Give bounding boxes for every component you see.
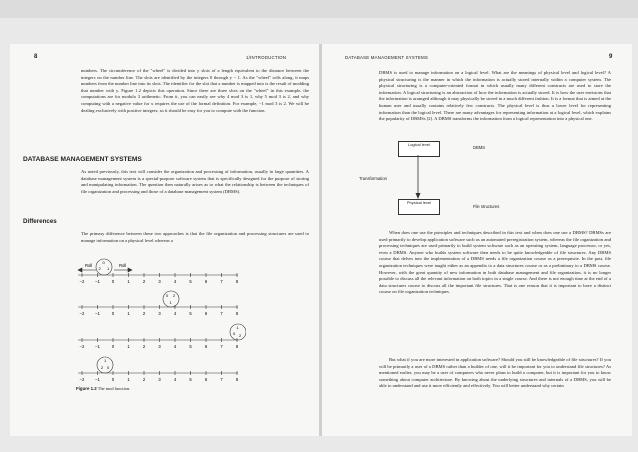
tick-label: 6 [204,377,208,382]
tick-label: 3 [158,344,161,349]
scanner-top-band [0,0,638,18]
tick-label: −1 [95,279,100,284]
wheel-slot: 0 [107,365,110,370]
body-paragraph: As noted previously, this text will consider the organization and processing of information, usually in large quantities. A database management system is a special-purpose software system that is specifically designed for the purpose of storing and manipulating information. The question then naturally arises as to what the relationship is between the techniques of file organization and processing and those of a database management system (DBMS). [81,169,309,194]
logical-level-box: Logical level [398,141,440,157]
body-paragraph: But what if you are more interested in application software? Should you still be knowledgeable of file structures? If you will be primarily a user of a DBMS rather than a builder of one, will it be important for you to understand file structures? As mentioned earlier, you may be a user of computers who never plans to build a computer, but it is important for you to know something about computer architecture. By knowing about the underlying structures and internals of a DBMS, you will be able to understand and use it more efficiently and effectively. You will better understand why certain [379,357,611,389]
tick-label: 7 [220,279,223,284]
tick-label: 2 [142,344,146,349]
tick-label: 2 [142,377,146,382]
transformation-arrow [414,155,422,199]
page-number: 9 [609,54,613,60]
roll-arrows [78,268,132,272]
logical-level-label: DBMS [473,145,486,150]
tick-label: 8 [235,377,239,382]
transformation-label: Transformation [359,176,388,181]
wheel-slot: 1 [107,266,110,271]
tick-label: 3 [158,279,161,284]
figure-caption-label: Figure 1.2 [76,386,97,391]
physical-level-label: File structures [473,204,500,209]
tick-label: 3 [158,377,161,382]
number-line-3 [78,324,246,349]
tick-label: 4 [173,279,177,284]
running-head: DATABASE MANAGEMENT SYSTEMS [345,55,428,60]
number-line-4 [78,357,239,382]
tick-label: 1 [127,344,130,349]
wheel-slot: 2 [101,365,104,370]
body-paragraph: When does one use the principles and techniques described in this text and when does one use a DBMS? DBMSs are used primarily to develop application software such as an automated preregistration system, whereas the file organization and processing techniques are used primarily to build system software such as an operating system, language processor, or yes, even a DBMS. Anyone who builds system software then needs to be quite knowledgeable of file structures. Any DBMS course that delves into the implementation of a DBMS needs a file organization course as a prerequisite. In the past, file organization techniques were taught either as an appendix to a data structures course or as a preliminary to a DBMS course. However, with the great quantity of new information in both database management and file organization, it is no longer possible to discuss all the relevant information on both topics in a single course. And there is not enough time at the end of a data structures course to discuss all the important file structures. That is one reason that it is important to have a distinct course on file organization techniques. [379,230,611,295]
wheel-slot: 0 [166,293,169,298]
wheel-slot: 1 [104,358,107,363]
tick-label: 4 [173,377,177,382]
running-head: 1/INTRODUCTION [246,55,287,60]
tick-label: 2 [142,311,146,316]
tick-label: 5 [189,377,192,382]
tick-label: 6 [204,311,208,316]
roll-right-label: Roll [119,263,127,268]
tick-label: −1 [95,377,100,382]
wheel-slot: 2 [173,293,176,298]
tick-label: 5 [189,279,192,284]
body-paragraph: The primary difference between these two approaches is that the file organization and processing structures are used to manage information on a physical level whereas a [81,231,309,243]
tick-label: 0 [111,377,115,382]
wheel-slot: 2 [98,266,101,271]
wheel-slot: 0 [233,331,236,336]
roll-left-label: Roll [85,263,93,268]
tick-label: 4 [173,311,177,316]
figure-caption [76,386,130,391]
body-paragraph: numbers. The circumference of the "wheel" is divided into y slots of a length equivalent to the distance between the integers on the number line. The slots are identified by the integers 0 through y − 1. As the "wheel" rolls along, it maps numbers from the number line into its slots. The identifier for the slot that a number is mapped into is the result of modding that number with y. Figure 1.2 depicts this operation. Since there are three slots on the "wheel" in this example, the computations are for modulo 3 arithmetic. From it, you can easily see why 4 mod 3 is 1, why 5 mod 3 is 2, and why computing with a negative value for x requires the use of the formal definition. For example, −1 mod 3 is 2. We will be dealing exclusively with positive integers; so it should be easy for you to compute with the function. [81,68,309,113]
tick-label: 0 [111,311,115,316]
tick-label: 1 [127,377,130,382]
number-line-1 [78,259,239,284]
tick-label: 3 [158,311,161,316]
number-line-2 [78,291,239,316]
tick-label: 0 [111,344,115,349]
figure-caption-text: The mod function. [97,386,131,391]
left-page [10,44,321,436]
tick-label: 8 [235,279,239,284]
margin-heading: Differences [23,218,57,225]
section-title: DATABASE MANAGEMENT SYSTEMS [23,156,142,163]
tick-label: 7 [220,344,223,349]
wheel-slot: 0 [102,260,105,265]
book-spread [10,44,632,436]
tick-label: −1 [95,311,100,316]
tick-label: −2 [79,344,85,349]
tick-label: 6 [204,344,208,349]
tick-label: 5 [189,311,192,316]
wheel-slot: 1 [236,325,239,330]
tick-label: 0 [111,279,115,284]
page-number: 8 [34,54,38,60]
tick-label: 8 [235,344,239,349]
right-page [321,44,632,436]
tick-label: −1 [95,344,100,349]
tick-label: −2 [79,377,85,382]
tick-label: 2 [142,279,146,284]
tick-label: 5 [189,344,192,349]
tick-label: 8 [235,311,239,316]
wheel-slot: 2 [239,333,242,338]
tick-label: 7 [220,377,223,382]
tick-label: 7 [220,311,223,316]
tick-label: 1 [127,311,130,316]
physical-level-box: Physical level [398,199,440,215]
tick-label: 4 [173,344,177,349]
tick-label: −2 [79,311,85,316]
tick-label: −2 [79,279,85,284]
tick-label: 1 [127,279,130,284]
wheel-slot: 1 [169,300,172,305]
tick-label: 6 [204,279,208,284]
body-paragraph: DBMS is used to manage information on a logical level. What are the meanings of physical level and logical level? A physical structuring is the manner in which the information is actually stored internally within a computer system. The physical structuring is a computer-oriented format in which usually many different constructs are used to store the information. A logical structuring is an abstraction of how the information is actually stored. It is how the user envisions that the information is arranged although it may physically be stored in a much different fashion. It is a format that is aimed at the human user and usually contains relatively few constructs. The physical level is thus a lower level for representing information than the logical level. There are many advantages for representing information at a logical level, which explains the popularity of DBMSs [2]. A DBMS transforms the information from a logical representation into a physical one. [379,70,611,122]
